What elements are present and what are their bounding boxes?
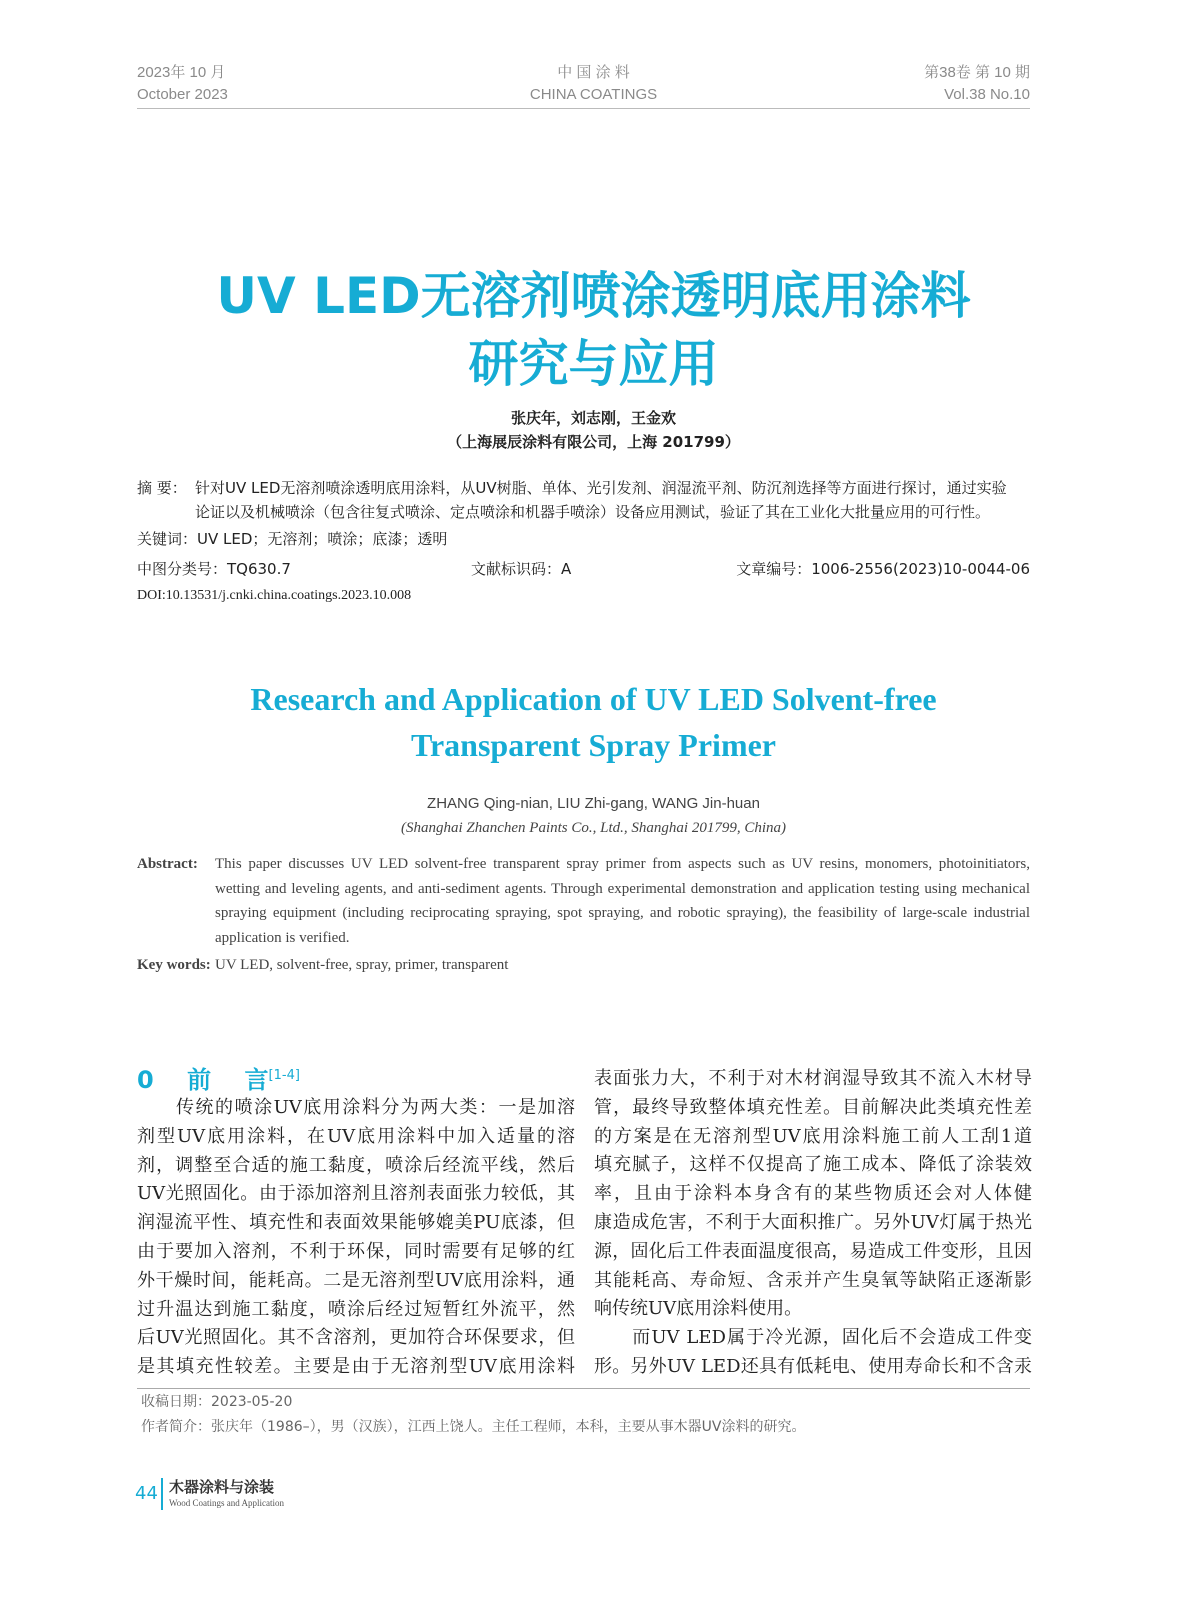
header-divider (137, 108, 1030, 109)
text-line: 管，最终导致整体填充性差。目前解决此类填充性差 (594, 1096, 1032, 1118)
header-volume-cn: 第38卷 第 10 期 (924, 64, 1030, 81)
text-line: UV光照固化。由于添加溶剂且溶剂表面张力较低，其 (137, 1183, 575, 1205)
text-line: 润湿流平性、填充性和表面效果能够媲美PU底漆，但 (137, 1212, 575, 1234)
article-number: 文章编号：1006-2556(2023)10-0044-06 (736, 560, 1030, 578)
abstract-en-label: Abstract: (137, 856, 198, 872)
header-volume (924, 62, 1030, 106)
keywords-cn: 关键词：UV LED；无溶剂；喷涂；底漆；透明 (137, 530, 448, 548)
keywords-en (137, 953, 1030, 978)
footer-divider (161, 1478, 163, 1510)
keywords-en-label: Key words: (137, 957, 211, 973)
text-line: 传统的喷涂UV底用涂料分为两大类：一是加溶 (137, 1097, 575, 1118)
authors-cn: 张庆年，刘志刚，王金欢 (510, 409, 676, 427)
text-line: 而UV LED属于冷光源，固化后不会造成工件变 (594, 1327, 1032, 1349)
header-date-cn: 2023年 10 月 (137, 64, 226, 81)
title-en-line: Transparent Spray Primer (411, 727, 776, 763)
abstract-en-text: This paper discusses UV LED solvent-free transparent spray primer from aspects such as UV resins, monomers, photoinitiators, wetting and leveling agents, and anti-sediment agents. Through experimental demonstration and application testing using mechanical spraying equipment (including reciprocating spraying, spot spraying, and robotic spraying), the feasibility of large-scale industrial application is verified. (215, 856, 1030, 946)
doi: DOI:10.13531/j.cnki.china.coatings.2023.10.008 (137, 588, 412, 603)
authors-en: ZHANG Qing-nian, LIU Zhi-gang, WANG Jin-huan (427, 795, 760, 812)
affiliation-cn: （上海展辰涂料有限公司，上海 201799） (447, 433, 740, 451)
header-journal-cn: 中 国 涂 料 (557, 64, 630, 81)
right-column (594, 1065, 1032, 1382)
text-line: 率，且由于涂料本身含有的某些物质还会对人体健 (594, 1183, 1032, 1205)
text-line: 形。另外UV LED还具有低耗电、使用寿命长和不含汞 (594, 1355, 1032, 1377)
text-line: 康造成危害，不利于大面积推广。另外UV灯属于热光 (594, 1211, 1032, 1233)
header-volume-en: Vol.38 No.10 (944, 86, 1030, 103)
header-date-en: October 2023 (137, 86, 228, 103)
text-line: 填充腻子，这样不仅提高了施工成本、降低了涂装效 (594, 1154, 1032, 1176)
section-title: 0 前 言 (137, 1066, 269, 1094)
footer-journal-cn: 木器涂料与涂装 (169, 1478, 275, 1496)
text-line: 过升温达到施工黏度，喷涂后经过短暂红外流平，然 (137, 1298, 575, 1320)
text-line: 由于要加入溶剂，不利于环保，同时需要有足够的红 (137, 1240, 575, 1262)
header-journal-en: CHINA COATINGS (529, 86, 658, 103)
footnote-divider (137, 1388, 1030, 1389)
document-code: 文献标识码：A (471, 560, 572, 578)
section-reference: [1-4] (268, 1068, 300, 1083)
affiliation-en: (Shanghai Zhanchen Paints Co., Ltd., Shanghai 201799, China) (400, 820, 786, 836)
left-column (137, 1094, 575, 1382)
footer-journal-en: Wood Coatings and Application (169, 1498, 285, 1508)
section-heading (137, 1060, 300, 1095)
text-line: 是其填充性较差。主要是由于无溶剂型UV底用涂料 (137, 1356, 575, 1378)
author-bio: 作者简介：张庆年（1986–），男（汉族），江西上饶人。主任工程师，本科，主要从事木器UV涂料的研究。 (141, 1419, 806, 1435)
title-cn-line: 研究与应用 (468, 335, 719, 393)
text-line: 剂型UV底用涂料，在UV底用涂料中加入适量的溶 (137, 1125, 575, 1147)
text-line: 源，固化后工件表面温度很高，易造成工件变形，且因 (594, 1240, 1032, 1262)
text-line: 剂，调整至合适的施工黏度，喷涂后经流平线，然后 (137, 1154, 575, 1176)
abstract-cn-line: 针对UV LED无溶剂喷涂透明底用涂料，从UV树脂、单体、光引发剂、润湿流平剂、防沉剂选择等方面进行探讨，通过实验 (195, 479, 1007, 497)
page-number: 44 (135, 1483, 158, 1504)
title-cn (0, 262, 1187, 398)
abstract-cn (137, 476, 1037, 524)
clc-number: 中图分类号：TQ630.7 (137, 560, 291, 578)
text-line: 表面张力大，不利于对木材润湿导致其不流入木材导 (594, 1068, 1032, 1089)
title-en-line: Research and Application of UV LED Solvent-free (250, 681, 937, 717)
title-en (0, 676, 1187, 768)
text-line: 外干燥时间，能耗高。二是无溶剂型UV底用涂料，通 (137, 1269, 575, 1291)
abstract-cn-label: 摘 要： (137, 479, 187, 497)
title-cn-line: UV LED无溶剂喷涂透明底用涂料 (216, 267, 971, 325)
received-date: 收稿日期：2023-05-20 (141, 1394, 293, 1410)
text-line: 的方案是在无溶剂型UV底用涂料施工前人工刮1道 (594, 1125, 1032, 1147)
text-line: 后UV光照固化。其不含溶剂，更加符合环保要求，但 (137, 1327, 575, 1349)
text-line: 响传统UV底用涂料使用。 (594, 1298, 803, 1320)
abstract-en (137, 852, 1030, 950)
text-line: 其能耗高、寿命短、含汞并产生臭氧等缺陷正逐渐影 (594, 1269, 1032, 1291)
abstract-cn-line: 论证以及机械喷涂（包含往复式喷涂、定点喷涂和机器手喷涂）设备应用测试，验证了其在工业化大批量应用的可行性。 (195, 503, 991, 521)
keywords-en-text: UV LED, solvent-free, spray, primer, transparent (215, 957, 509, 973)
